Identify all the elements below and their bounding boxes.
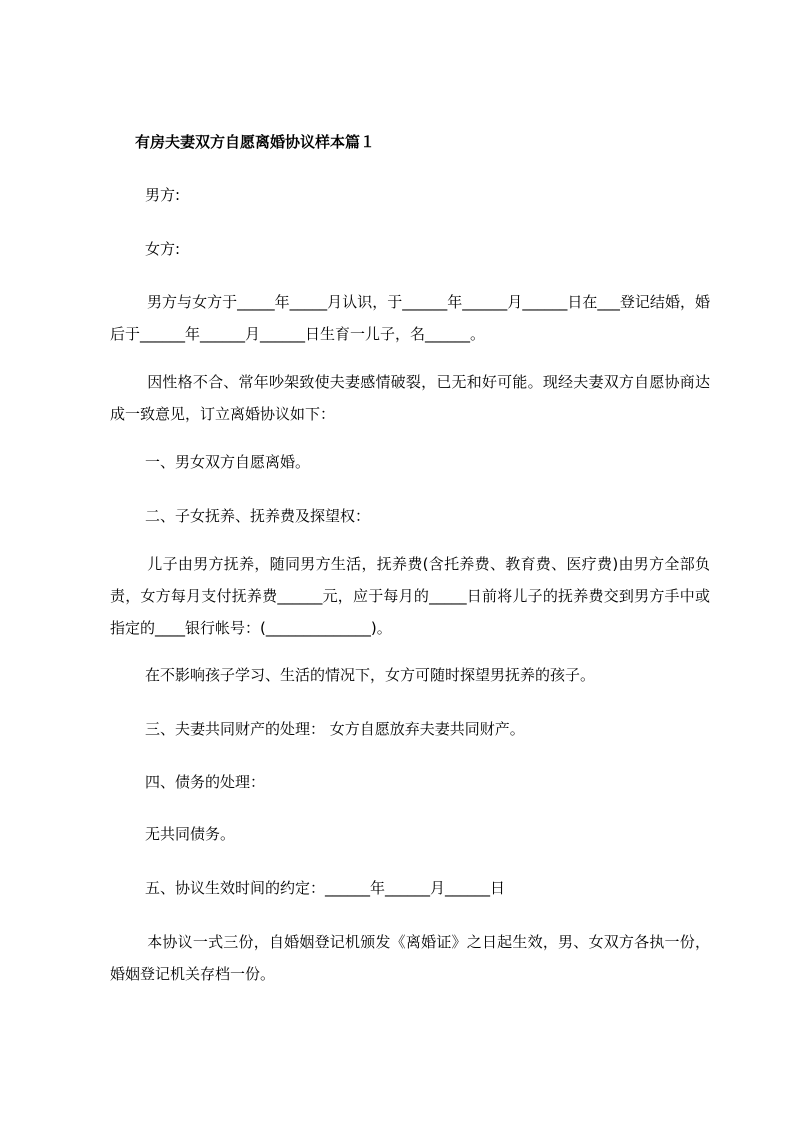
party-female-label: 女方:: [145, 240, 181, 258]
clause-4: 四、债务的处理：: [145, 773, 266, 791]
paragraph-meeting: [110, 286, 710, 350]
paragraph-reason-text: 因性格不合、常年吵架致使夫妻感情破裂，已无和好可能。现经夫妻双方自愿协商达成一致意见，订立离婚协议如下：: [110, 373, 710, 423]
paragraph-reason: [110, 366, 710, 430]
paragraph-debt: 无共同债务。: [145, 825, 236, 843]
paragraph-copies-text: 本协议一式三份，自婚姻登记机颁发《离婚证》之日起生效，男、女双方各执一份，婚姻登记机关存档一份。: [110, 933, 710, 983]
clause-1: 一、男女双方自愿离婚。: [145, 453, 311, 471]
paragraph-copies: [110, 926, 710, 990]
paragraph-visit: 在不影响孩子学习、生活的情况下，女方可随时探望男抚养的孩子。: [145, 666, 596, 684]
document-title: 有房夫妻双方自愿离婚协议样本篇１: [135, 133, 376, 151]
clause-5: 五、协议生效时间的约定：______年______月______日: [145, 879, 506, 897]
paragraph-custody: [110, 548, 710, 644]
paragraph-meeting-text: 男方与女方于_____年_____月认识，于______年______月______日在___登记结婚，婚后于______年______月______日生育一儿子，名______。: [110, 293, 710, 343]
paragraph-custody-text: 儿子由男方抚养，随同男方生活，抚养费(含托养费、教育费、医疗费)由男方全部负责，女方每月支付抚养费______元，应于每月的_____日前将儿子的抚养费交到男方手中或指定的____银行帐号：(______________)。: [110, 555, 710, 637]
clause-2: 二、子女抚养、抚养费及探望权：: [145, 507, 371, 525]
party-male-label: 男方:: [145, 186, 181, 204]
clause-3: 三、夫妻共同财产的处理： 女方自愿放弃夫妻共同财产。: [145, 720, 525, 738]
